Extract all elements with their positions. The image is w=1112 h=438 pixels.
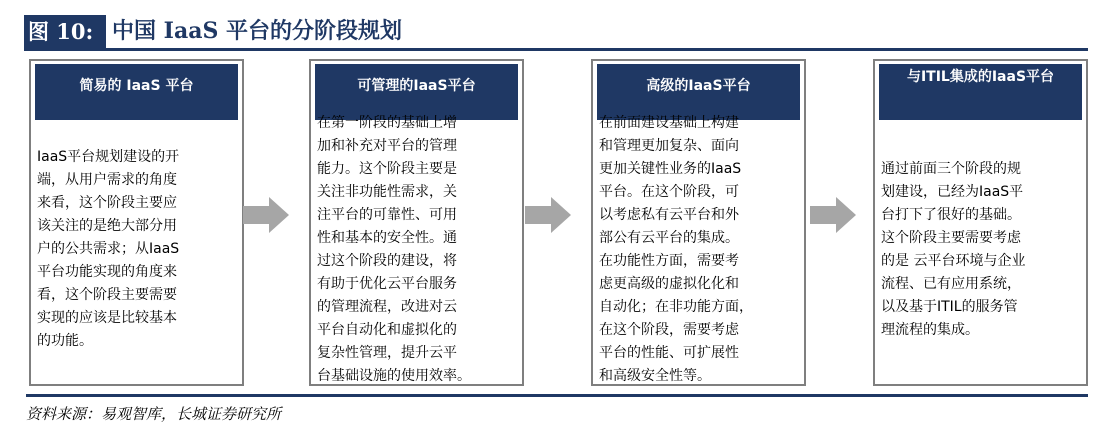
stage-box-3 <box>591 59 806 386</box>
stage-description-1: IaaS平台规划建设的开 端，从用户需求的角度 来看，这个阶段主要应 该关注的是绝大部分用 户的公共需求；从IaaS 平台功能实现的角度来 看，这个阶段主要需要 实现的应该是比较基本 的功能。 <box>37 149 180 349</box>
stage-description-4: 通过前面三个阶段的规 划建设，已经为IaaS平 台打下了很好的基础。 这个阶段主要需要考虑 的是 云平台环境与企业 流程、已有应用系统， 以及基于ITIL的服务管 理流程的集成。 <box>881 160 1026 338</box>
stage-box-4 <box>873 59 1088 386</box>
figure-title: 中国 IaaS 平台的分阶段规划 <box>112 18 403 44</box>
stage-box-2 <box>309 59 524 386</box>
right-arrow-icon <box>525 197 571 233</box>
stage-description-2: 在第一阶段的基础上增 加和补充对平台的管理 能力。这个阶段主要是 关注非功能性需求，关 注平台的可靠性、可用 性和基本的安全性。通 过这个阶段的建设，将 有助于优化云平台服务 的管理流程，改进对云 平台自动化和虚拟化的 复杂性管理，提升云平 台基础设施的使用效率。 <box>317 114 471 384</box>
figure-title-bar <box>24 15 1088 51</box>
stage-body-2 <box>317 114 516 384</box>
stage-title-1: 简易的 IaaS 平台 <box>35 64 238 120</box>
stage-body-4 <box>881 121 1080 378</box>
stage-body-1 <box>37 121 236 378</box>
right-arrow-icon <box>243 197 289 233</box>
stage-box-1 <box>29 59 244 386</box>
stage-title-3: 高级的IaaS平台 <box>597 64 800 120</box>
figure-number: 图 10: <box>24 15 106 48</box>
stage-body-3 <box>599 114 798 384</box>
stage-title-4: 与ITIL集成的IaaS平台 <box>879 64 1082 120</box>
stage-title-2: 可管理的IaaS平台 <box>315 64 518 120</box>
source-note: 资料来源：易观智库，长城证券研究所 <box>26 394 1088 424</box>
stage-description-3: 在前面建设基础上构建 和管理更加复杂、面向 更加关键性业务的IaaS 平台。在这个阶段，可 以考虑私有云平台和外 部公有云平台的集成。 在功能性方面，需要考 虑更高级的虚拟化化和 自动化；在非功能方面， 在这个阶段，需要考虑 平台的性能、可扩展性 和高级安全性等。 <box>599 114 753 384</box>
right-arrow-icon <box>810 197 856 233</box>
